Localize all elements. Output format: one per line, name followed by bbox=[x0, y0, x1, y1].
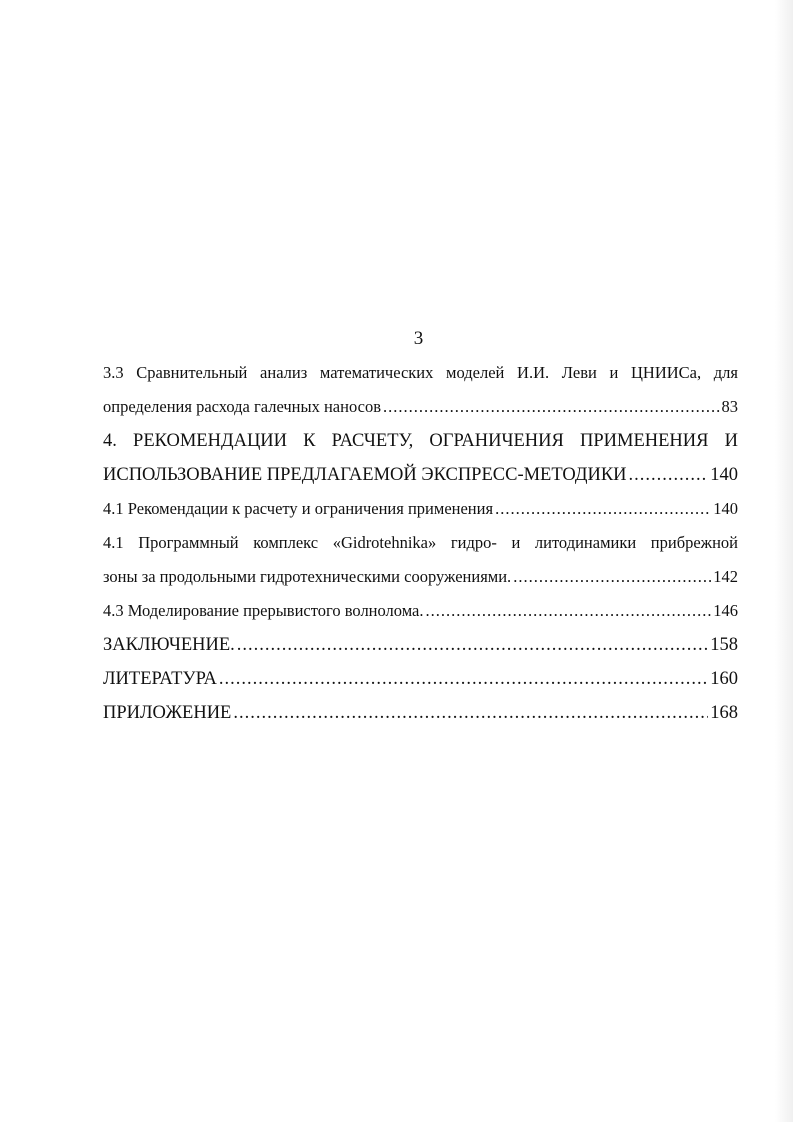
toc-entry-text: 4.3 Моделирование прерывистого волнолома. bbox=[103, 601, 424, 620]
toc-entry-literature bbox=[103, 662, 738, 696]
toc-entry-page: 168 bbox=[710, 703, 738, 723]
toc-entry-page: 146 bbox=[713, 601, 738, 620]
toc-entry-conclusion bbox=[103, 628, 738, 662]
toc-entry-4-3 bbox=[103, 594, 738, 628]
toc-entry-chapter-4-cont bbox=[103, 458, 738, 492]
table-of-contents bbox=[103, 356, 738, 730]
toc-entry-text: ЛИТЕРАТУРА bbox=[103, 669, 217, 689]
toc-leader-dots bbox=[237, 628, 708, 662]
toc-entry-text: ПРИЛОЖЕНИЕ bbox=[103, 703, 232, 723]
toc-entry-page: 160 bbox=[710, 669, 738, 689]
scan-edge-shadow bbox=[775, 0, 793, 1122]
toc-entry-3-3-cont bbox=[103, 390, 738, 424]
toc-entry-text: ЗАКЛЮЧЕНИЕ. bbox=[103, 635, 235, 655]
toc-entry-appendix bbox=[103, 696, 738, 730]
toc-leader-dots bbox=[426, 594, 712, 628]
toc-leader-dots bbox=[219, 662, 708, 696]
toc-entry-4-1-software-cont bbox=[103, 560, 738, 594]
toc-entry-page: 142 bbox=[713, 567, 738, 586]
toc-entry-page: 83 bbox=[721, 397, 738, 416]
toc-entry-text: зоны за продольными гидротехническими сооружениями. bbox=[103, 567, 512, 586]
toc-line-3-3: 3.3 Сравнительный анализ математических моделей И.И. Леви и ЦНИИСа, для bbox=[103, 363, 738, 382]
toc-line-4-1-software: 4.1 Программный комплекс «Gidrotehnika» гидро- и литодинамики прибрежной bbox=[103, 533, 738, 552]
toc-entry-4-1 bbox=[103, 492, 738, 526]
toc-entry-page: 140 bbox=[710, 465, 738, 485]
toc-leader-dots bbox=[495, 492, 711, 526]
toc-entry-text: определения расхода галечных наносов bbox=[103, 397, 381, 416]
toc-leader-dots bbox=[629, 458, 709, 492]
toc-line-chapter-4: 4. РЕКОМЕНДАЦИИ К РАСЧЕТУ, ОГРАНИЧЕНИЯ ПРИМЕНЕНИЯ И bbox=[103, 431, 738, 451]
toc-leader-dots bbox=[383, 390, 720, 424]
toc-leader-dots bbox=[233, 696, 708, 730]
toc-entry-text: 4.1 Рекомендации к расчету и ограничения применения bbox=[103, 499, 494, 518]
toc-leader-dots bbox=[513, 560, 711, 594]
toc-entry-page: 158 bbox=[710, 635, 738, 655]
toc-entry-page: 140 bbox=[713, 499, 738, 518]
toc-entry-text: ИСПОЛЬЗОВАНИЕ ПРЕДЛАГАЕМОЙ ЭКСПРЕСС-МЕТОДИКИ bbox=[103, 465, 627, 485]
page-number: 3 bbox=[413, 328, 424, 349]
